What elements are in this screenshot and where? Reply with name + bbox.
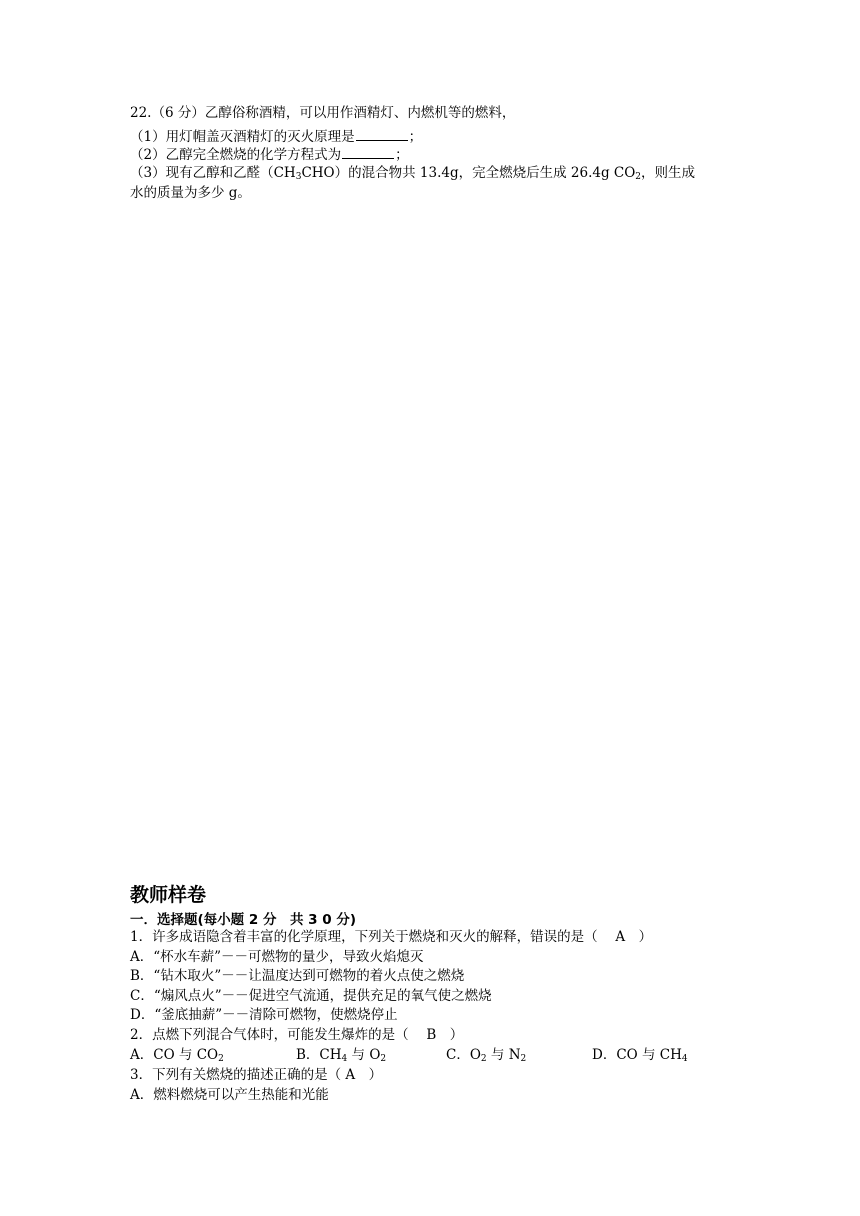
question-22-part-2 <box>130 145 409 164</box>
part-3-text-a: （3）现有乙醇和乙醛（CH <box>130 165 296 181</box>
question-22-stem: 22.（6 分）乙醇俗称酒精，可以用作酒精灯、内燃机等的燃料， <box>130 105 516 121</box>
q2-option-a <box>130 1046 224 1064</box>
part-3-text-b: CHO）的混合物共 13.4g，完全燃烧后生成 26.4g CO <box>301 165 636 181</box>
q2-option-c-text-2: 与 N <box>486 1047 521 1063</box>
subscript-2: 2 <box>520 1054 527 1064</box>
q2-stem: 2．点燃下列混合气体时，可能发生爆炸的是（ B ） <box>130 1027 464 1043</box>
q2-option-d <box>592 1046 688 1064</box>
q1-option-d: D．“釜底抽薪”－－清除可燃物，使燃烧停止 <box>130 1007 398 1023</box>
part-2-text: （2）乙醇完全燃烧的化学方程式为 <box>130 147 342 163</box>
subscript-2: 2 <box>380 1054 387 1064</box>
subscript-3: 3 <box>295 172 302 182</box>
q3-stem: 3．下列有关燃烧的描述正确的是（ A ） <box>130 1067 383 1083</box>
subscript-2: 2 <box>480 1054 487 1064</box>
part-1-suffix: ； <box>408 129 423 145</box>
part-3-text-c: ，则生成 <box>641 165 696 181</box>
q1-stem: 1．许多成语隐含着丰富的化学原理，下列关于燃烧和灭火的解释，错误的是（ A ） <box>130 929 653 945</box>
q2-option-c <box>446 1046 526 1064</box>
subscript-2: 2 <box>635 172 642 182</box>
q2-option-b-text: B．CH <box>296 1047 342 1063</box>
answer-blank-1 <box>356 127 408 141</box>
q1-option-c: C．“煽风点火”－－促进空气流通，提供充足的氧气使之燃烧 <box>130 988 492 1004</box>
q2-option-d-text: D．CO 与 CH <box>592 1047 682 1063</box>
q1-option-a: A．“杯水车薪”－－可燃物的量少，导致火焰熄灭 <box>130 949 424 965</box>
teacher-sample-title: 教师样卷 <box>130 884 207 906</box>
answer-blank-2 <box>342 145 394 159</box>
subscript-2: 2 <box>218 1054 224 1064</box>
part-2-suffix: ； <box>395 147 409 163</box>
subscript-4: 4 <box>681 1054 688 1064</box>
section-heading: 一．选择题(每小题 2 分 共 3 0 分) <box>130 912 357 928</box>
q1-option-b: B．“钻木取火”－－让温度达到可燃物的着火点使之燃烧 <box>130 968 465 984</box>
q2-option-a-text: A．CO 与 CO <box>130 1047 219 1063</box>
q3-option-a: A．燃料燃烧可以产生热能和光能 <box>130 1087 329 1103</box>
q2-option-c-text: C．O <box>446 1047 481 1063</box>
q2-option-b-text-2: 与 O <box>347 1047 381 1063</box>
question-22-part-3-line-2: 水的质量为多少 g。 <box>130 185 251 201</box>
question-22-part-3 <box>130 164 695 182</box>
part-1-text: （1）用灯帽盖灭酒精灯的灭火原理是 <box>130 129 355 145</box>
subscript-4: 4 <box>341 1054 348 1064</box>
question-22-part-1 <box>130 127 422 146</box>
q2-option-b <box>296 1046 386 1064</box>
